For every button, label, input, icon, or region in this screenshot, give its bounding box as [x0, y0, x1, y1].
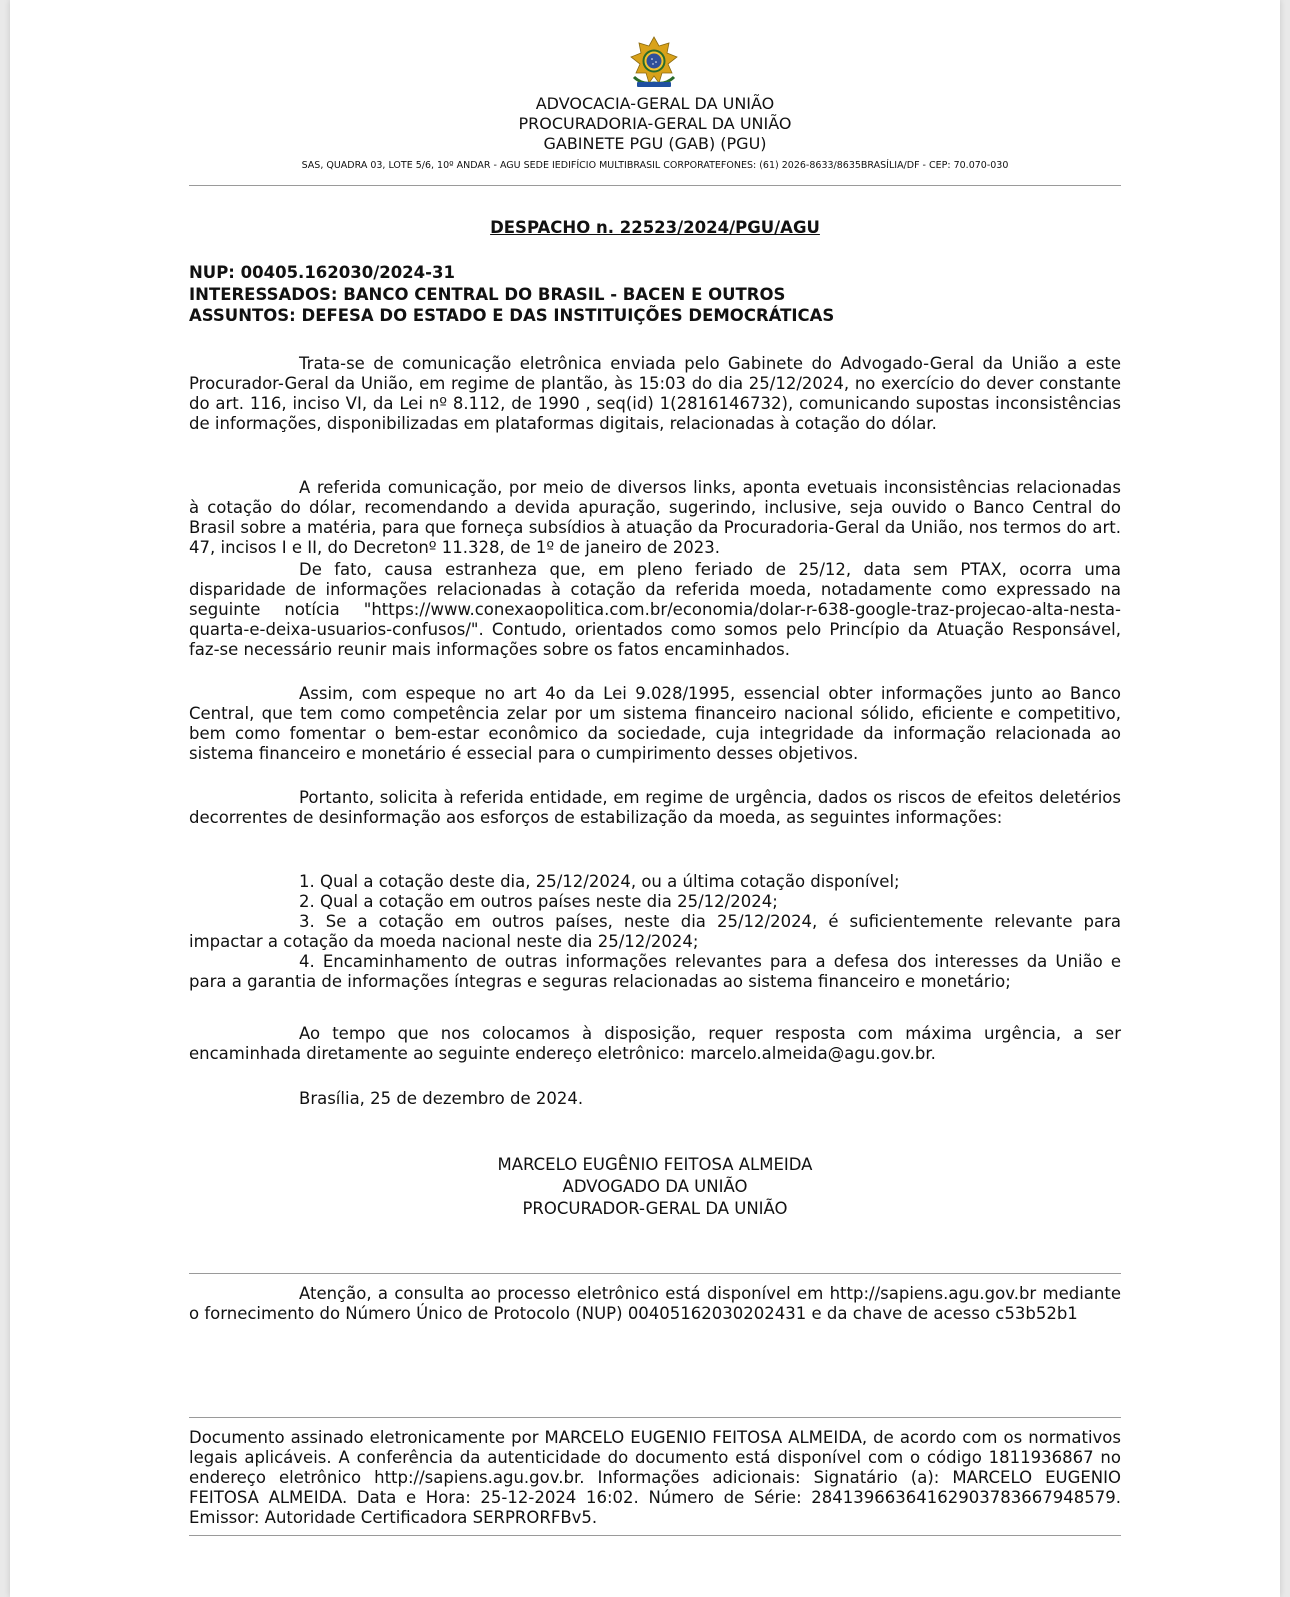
signer-role-1: ADVOGADO DA UNIÃO [562, 1177, 748, 1196]
paragraph-1: Trata-se de comunicação eletrônica enviada pelo Gabinete do Advogado-Geral da União a este Procurador-Geral da União, em regime de plantão, às 15:03 do dia 25/12/2024, no exercício do dever constante do art. 116, inciso VI, da Lei nº 8.112, de 1990 , seq(id) 1(2816146732), comunicando supostas inconsistências de informações, disponibilizadas em plataformas digitais, relacionadas à cotação do dólar. [189, 354, 1121, 433]
signer-name: MARCELO EUGÊNIO FEITOSA ALMEIDA [497, 1155, 813, 1174]
footer-divider-3 [189, 1535, 1121, 1536]
institution-header [189, 94, 1121, 154]
paragraph-3: De fato, causa estranheza que, em pleno feriado de 25/12, data sem PTAX, ocorra uma disparidade de informações relacionadas à cotação da referida moeda, notadamente como expressado na seguinte notícia "https://www.conexaopolitica.com.br/economia/dolar-r-638-google-traz-projecao-alta-nesta-quarta-e-deixa-usuarios-confusos/". Contudo, orientados como somos pelo Princípio da Atuação Responsável, faz-se necessário reunir mais informações sobre os fatos encaminhados. [189, 560, 1121, 659]
header-line-3: GABINETE PGU (GAB) (PGU) [543, 134, 767, 153]
brazil-coat-of-arms-icon [626, 34, 682, 92]
footer-divider-1 [189, 1273, 1121, 1274]
list-item: 2. Qual a cotação em outros países neste dia 25/12/2024; [299, 892, 778, 911]
assuntos-line: ASSUNTOS: DEFESA DO ESTADO E DAS INSTITUIÇÕES DEMOCRÁTICAS [189, 306, 835, 325]
signature-block [189, 1154, 1121, 1220]
paragraph-2: A referida comunicação, por meio de diversos links, aponta evetuais inconsistências relacionadas à cotação do dólar, recomendando a devida apuração, sugerindo, inclusive, seja ouvido o Banco Central do Brasil sobre a matéria, para que forneça subsídios à atuação da Procuradoria-Geral da União, nos termos do art. 47, incisos I e II, do Decretonº 11.328, de 1º de janeiro de 2023. [189, 478, 1121, 557]
request-list [189, 872, 1121, 992]
list-item: 3. Se a cotação em outros países, neste dia 25/12/2024, é suficientemente relevante para impactar a cotação da moeda nacional neste dia 25/12/2024; [189, 912, 1121, 951]
list-item: 4. Encaminhamento de outras informações relevantes para a defesa dos interesses da União e para a garantia de informações íntegras e seguras relacionadas ao sistema financeiro e monetário; [189, 952, 1121, 991]
paragraph-4: Assim, com espeque no art 4o da Lei 9.028/1995, essencial obter informações junto ao Banco Central, que tem como competência zelar por um sistema financeiro nacional sólido, eficiente e competitivo, bem como fomentar o bem-estar econômico da sociedade, cuja integridade da informação relacionada ao sistema financeiro e monetário é essecial para o cumpirimento desses objetivos. [189, 684, 1121, 763]
header-address: SAS, QUADRA 03, LOTE 5/6, 10º ANDAR - AGU SEDE IEDIFÍCIO MULTIBRASIL CORPORATEFONES: (61) 2026-8633/8635BRASÍLIA/DF - CEP: 70.070-030 [301, 160, 1009, 171]
nup-line: NUP: 00405.162030/2024-31 [189, 263, 455, 282]
closing-paragraph: Ao tempo que nos colocamos à disposição, requer resposta com máxima urgência, a ser encaminhada diretamente ao seguinte endereço eletrônico: marcelo.almeida@agu.gov.br. [189, 1024, 1121, 1063]
footer-divider-2 [189, 1417, 1121, 1418]
document-page [10, 0, 1280, 1597]
header-divider [189, 185, 1121, 186]
place-date: Brasília, 25 de dezembro de 2024. [299, 1089, 584, 1108]
signer-role-2: PROCURADOR-GERAL DA UNIÃO [522, 1199, 788, 1218]
interessados-line: INTERESSADOS: BANCO CENTRAL DO BRASIL - BACEN E OUTROS [189, 284, 786, 304]
header-line-1: ADVOCACIA-GERAL DA UNIÃO [535, 94, 775, 113]
header-line-2: PROCURADORIA-GERAL DA UNIÃO [518, 114, 792, 133]
document-title: DESPACHO n. 22523/2024/PGU/AGU [490, 218, 820, 237]
paragraph-5: Portanto, solicita à referida entidade, em regime de urgência, dados os riscos de efeitos deletérios decorrentes de desinformação aos esforços de estabilização da moeda, as seguintes informações: [189, 788, 1121, 827]
electronic-signature-notice: Documento assinado eletronicamente por MARCELO EUGENIO FEITOSA ALMEIDA, de acordo com os normativos legais aplicáveis. A conferência da autenticidade do documento está disponível com o código 1811936867 no endereço eletrônico http://sapiens.agu.gov.br. Informações adicionais: Signatário (a): MARCELO EUGENIO FEITOSA ALMEIDA. Data e Hora: 25-12-2024 16:02. Número de Série: 28413966364162903783667948579. Emissor: Autoridade Certificadora SERPRORFBv5. [189, 1428, 1121, 1527]
document-meta [189, 262, 1121, 327]
access-notice: Atenção, a consulta ao processo eletrônico está disponível em http://sapiens.agu.gov.br mediante o fornecimento do Número Único de Protocolo (NUP) 00405162030202431 e da chave de acesso c53b52b1 [189, 1284, 1121, 1323]
list-item: 1. Qual a cotação deste dia, 25/12/2024, ou a última cotação disponível; [299, 872, 900, 891]
